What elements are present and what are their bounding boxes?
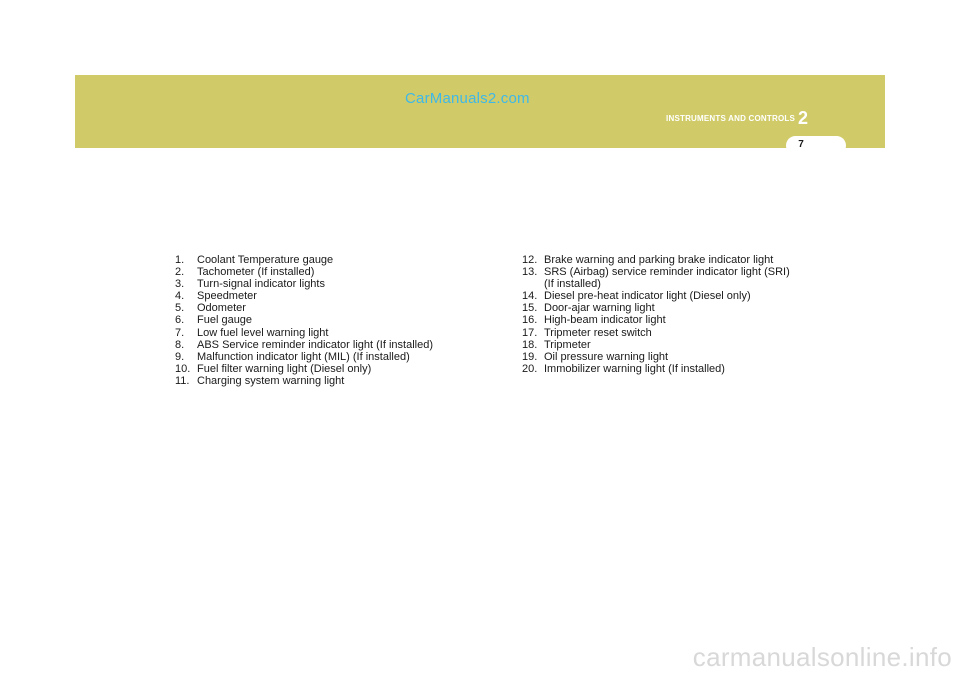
legend-item-number: 6. bbox=[175, 314, 185, 327]
page-number: 7 bbox=[798, 139, 804, 150]
watermark-bottom: carmanualsonline.info bbox=[692, 642, 952, 672]
legend-item-text: Odometer bbox=[197, 302, 246, 315]
legend-item-number: 8. bbox=[175, 338, 185, 351]
legend-item-number: 19. bbox=[522, 350, 538, 363]
legend-item-text: Charging system warning light bbox=[197, 374, 345, 387]
legend-item-text: High-beam indicator light bbox=[544, 314, 666, 327]
legend-item bbox=[175, 351, 475, 363]
legend-item-number: 16. bbox=[522, 314, 538, 327]
header-band bbox=[75, 75, 885, 148]
legend-item-text: Door-ajar warning light bbox=[544, 302, 655, 315]
legend-item-text: SRS (Airbag) service reminder indicator light (SRI) (If installed) bbox=[544, 266, 790, 291]
watermark-top: CarManuals2.com bbox=[405, 90, 530, 107]
legend-item bbox=[522, 290, 792, 302]
legend-item-text: Coolant Temperature gauge bbox=[197, 254, 334, 266]
legend-item-text: Brake warning and parking brake indicator light bbox=[544, 254, 774, 266]
legend-item bbox=[522, 302, 792, 314]
legend-item bbox=[175, 266, 475, 278]
legend-item-number: 7. bbox=[175, 326, 185, 339]
legend-item bbox=[522, 363, 792, 375]
legend-item-text: Low fuel level warning light bbox=[197, 326, 329, 339]
legend-item bbox=[522, 339, 792, 351]
legend-item-number: 12. bbox=[522, 254, 538, 266]
legend-item-number: 17. bbox=[522, 326, 538, 339]
legend-item bbox=[175, 290, 475, 302]
legend-item-number: 3. bbox=[175, 278, 185, 291]
legend-item bbox=[175, 363, 475, 375]
legend-list-right bbox=[522, 254, 792, 375]
legend-item-text: ABS Service reminder indicator light (If installed) bbox=[197, 338, 433, 351]
chapter-number: 2 bbox=[797, 108, 808, 128]
legend-item bbox=[522, 351, 792, 363]
legend-item-number: 11. bbox=[175, 374, 190, 387]
legend-item-text: Fuel filter warning light (Diesel only) bbox=[197, 362, 372, 375]
legend-item-text: Fuel gauge bbox=[197, 314, 253, 327]
legend-item-text: Immobilizer warning light (If installed) bbox=[544, 362, 725, 375]
legend-item bbox=[175, 327, 475, 339]
legend-item-number: 2. bbox=[175, 266, 185, 279]
legend-item bbox=[522, 254, 792, 266]
section-title: INSTRUMENTS AND CONTROLS bbox=[666, 114, 795, 123]
legend-item bbox=[522, 266, 792, 290]
legend-item bbox=[175, 339, 475, 351]
legend-item-text: Speedmeter bbox=[197, 290, 257, 303]
legend-item-text: Diesel pre-heat indicator light (Diesel only) bbox=[544, 290, 751, 303]
legend-item bbox=[175, 278, 475, 290]
legend-item bbox=[175, 254, 475, 266]
legend-item-number: 5. bbox=[175, 302, 185, 315]
legend-item-number: 1. bbox=[175, 254, 185, 266]
legend-item-number: 15. bbox=[522, 302, 538, 315]
legend-item-number: 9. bbox=[175, 350, 185, 363]
legend-item-text: Turn-signal indicator lights bbox=[197, 278, 325, 291]
legend-list-left bbox=[175, 254, 475, 387]
legend-item bbox=[175, 314, 475, 326]
legend-item-text: Oil pressure warning light bbox=[544, 350, 669, 363]
legend-item bbox=[522, 327, 792, 339]
legend-item-text: Tachometer (If installed) bbox=[197, 266, 315, 279]
legend-item-number: 20. bbox=[522, 362, 538, 375]
legend-item-text: Tripmeter bbox=[544, 338, 591, 351]
legend-item-number: 18. bbox=[522, 338, 538, 351]
legend-item-number: 10. bbox=[175, 362, 191, 375]
legend-item bbox=[522, 314, 792, 326]
legend-item bbox=[175, 375, 475, 387]
legend-item-text: Tripmeter reset switch bbox=[544, 326, 652, 339]
legend-item bbox=[175, 302, 475, 314]
legend-item-number: 13. bbox=[522, 266, 538, 279]
legend-item-text: Malfunction indicator light (MIL) (If installed) bbox=[197, 350, 410, 363]
legend-item-number: 14. bbox=[522, 290, 538, 303]
legend-item-number: 4. bbox=[175, 290, 185, 303]
